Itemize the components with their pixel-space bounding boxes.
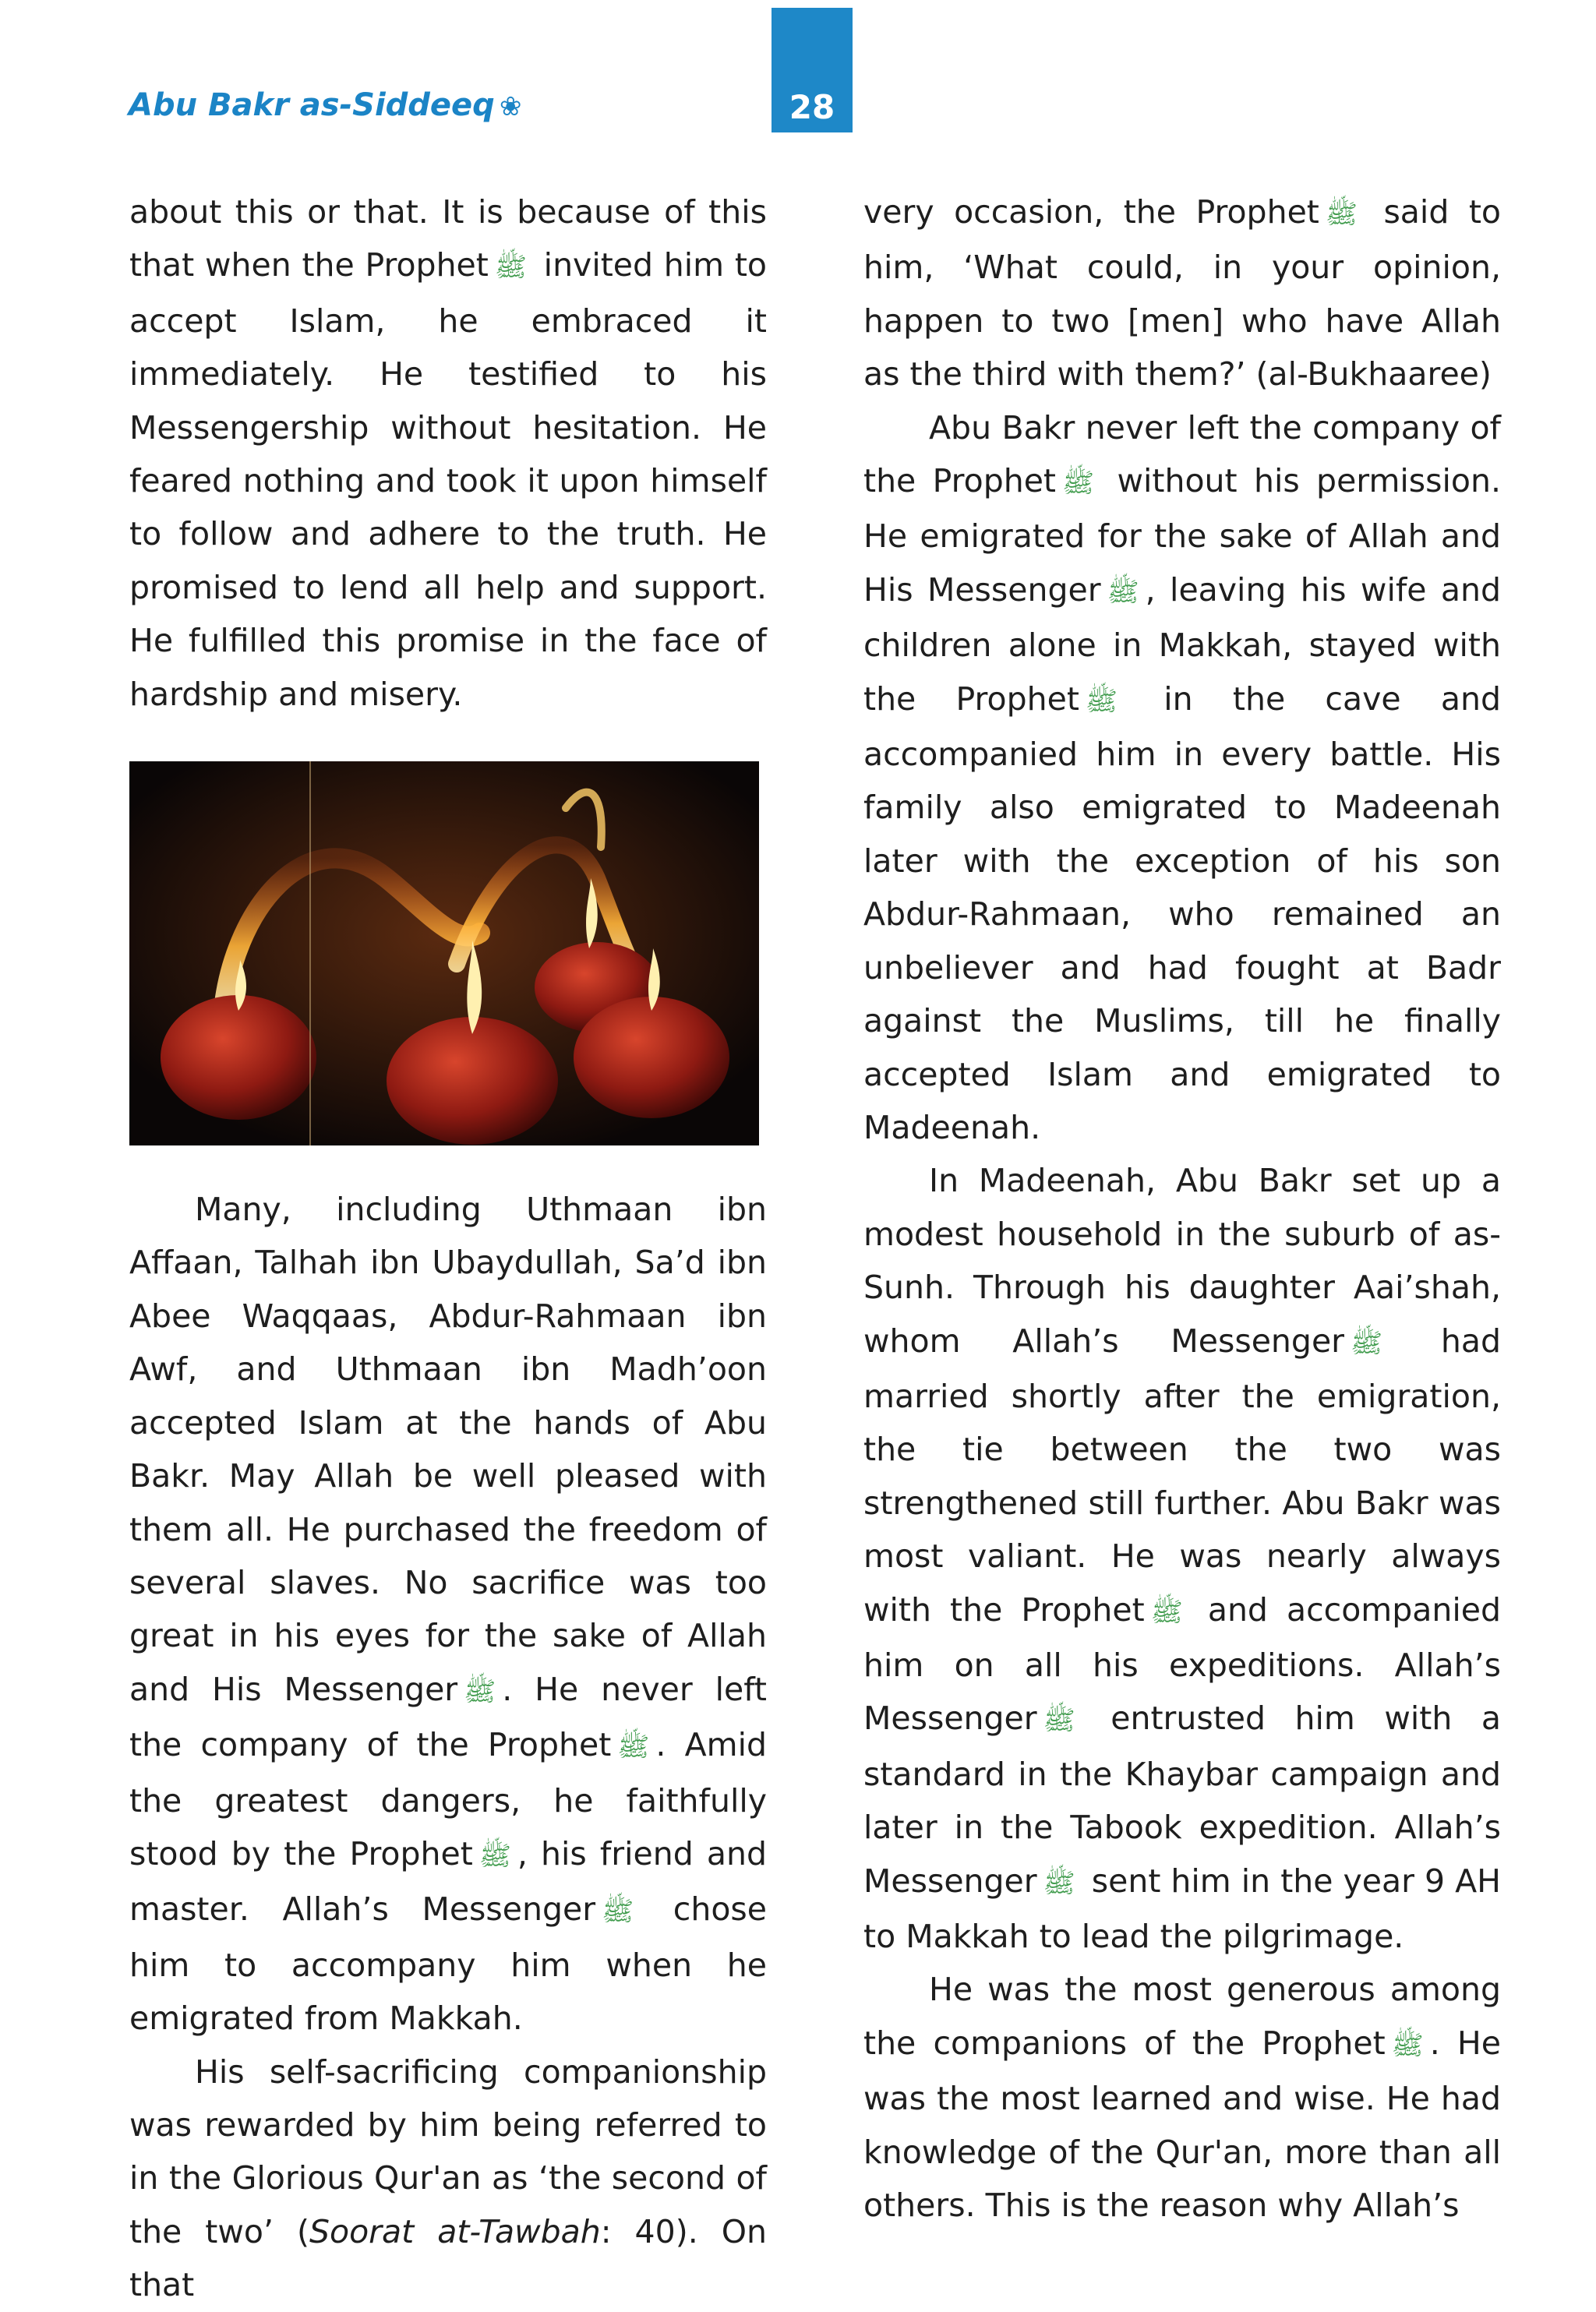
paragraph-right-4 [863,1963,1501,2232]
salutation-icon: ﷺ [464,1675,496,1707]
paragraph-right-2 [863,401,1501,1155]
text-run: entrusted him with a standard in the Khaybar campaign and later in the Tabook expedition. Allah’s Messenger [863,1700,1501,1900]
salutation-icon: ﷺ [1085,685,1118,717]
text-run: in the cave and accompanied him in every battle. His family also emigrated to Madeenah later with the exception of his son Abdur-Rahmaan, who remained an unbeliever and had fought at Badr against the Muslims, till he finally accepted Islam and emigrated to Madeenah. [863,679,1501,1146]
salutation-icon: ﷺ [478,1840,511,1872]
left-column [129,185,767,2312]
text-run: Many, including Uthmaan ibn Affaan, Talhah ibn Ubaydullah, Sa’d ibn Abee Waqqaas, Abdur-Rahmaan ibn Awf, and Uthmaan ibn Madh’oon accepted Islam at the hands of Abu Bakr. May Allah be well pleased with them all. He purchased the freedom of several slaves. No sacrifice was too great in his eyes for the sake of Allah and His Messenger [129,1191,767,1708]
text-run: chose him to accompany him when he emigrated from Makkah. [129,1890,768,2038]
salutation-icon: ﷺ [1107,576,1139,608]
text-run: In Madeenah, Abu Bakr set up a modest household in the suburb of as-Sunh. Through his daughter Aai’shah, whom Allah’s Messenger [863,1162,1501,1360]
text-run: : 40). On that [129,2212,768,2304]
text-run: had married shortly after the emigration, the tie between the two was strengthened still further. Abu Bakr was most valiant. He was nearly always with the Prophet [863,1322,1502,1629]
paragraph-right-1 [863,185,1501,401]
salutation-icon: ﷺ [1351,1327,1383,1359]
text-run: sent him in the year 9 AH to Makkah to lead the pilgrimage. [863,1862,1502,1955]
text-run: very occasion, the Prophet [863,193,1319,231]
text-run: . He never left the company of the Prophet [129,1670,768,1764]
text-run: . He was the most learned and wise. He had knowledge of the Qur'an, more than all others. This is the reason why Allah’s [863,2024,1501,2225]
text-run: , his friend and master. Allah’s Messenger [129,1834,767,1929]
text-run: without his permission. He emigrated for the sake of Allah and His Messenger [863,462,1501,609]
radiyallahu-anhu-calligraphy-icon: ❀ [499,91,522,122]
right-column [863,185,1501,2232]
book-title [129,87,521,123]
text-run: Abu Bakr never left the company of the Prophet [863,408,1501,500]
salutation-icon: ﷺ [1391,2029,1424,2061]
salutation-icon: ﷺ [1325,199,1358,230]
surah-name: Soorat at-Tawbah [309,2212,601,2250]
salutation-icon: ﷺ [1043,1705,1075,1737]
salutation-icon: ﷺ [602,1896,634,1928]
candles-illustration [129,761,759,1145]
text-run: He was the most generous among the companions of the Prophet [863,1971,1501,2062]
text-run: His self-sacrificing companionship was rewarded by him being referred to in the Glorious Qur'an as ‘the second of the two’ ( [129,2053,767,2250]
candles-photo [129,761,759,1145]
page-number-tab [772,8,853,132]
paragraph-left-1 [129,185,767,721]
salutation-icon: ﷺ [494,252,527,284]
text-run: said to him, ‘What could, in your opinion, happen to two [men] who have Allah as the third with them?’ (al-Bukhaaree) [863,193,1501,394]
salutation-icon: ﷺ [617,1731,650,1763]
text-run: . Amid the greatest dangers, he faithfully stood by the Prophet [129,1726,767,1873]
text-run: , leaving his wife and children alone in Makkah, stayed with the Prophet [863,570,1501,718]
text-run: invited him to accept Islam, he embraced it immediately. He testified to his Messengership without hesitation. He feared nothing and took it upon himself to follow and adhere to the truth. He promised to lend all help and support. He fulfilled this promise in the face of hardship and misery. [129,246,767,713]
salutation-icon: ﷺ [1150,1596,1183,1628]
paragraph-left-2 [129,1183,767,2046]
book-title-text: Abu Bakr as-Siddeeq [129,87,495,123]
salutation-icon: ﷺ [1043,1867,1075,1899]
paragraph-left-3 [129,2046,767,2312]
text-run: about this or that. It is because of this that when the Prophet [129,193,767,284]
text-run: and accompanied him on all his expeditions. Allah’s Messenger [863,1590,1501,1738]
paragraph-right-3 [863,1154,1501,1963]
salutation-icon: ﷺ [1062,468,1095,499]
page-number: 28 [789,88,835,126]
